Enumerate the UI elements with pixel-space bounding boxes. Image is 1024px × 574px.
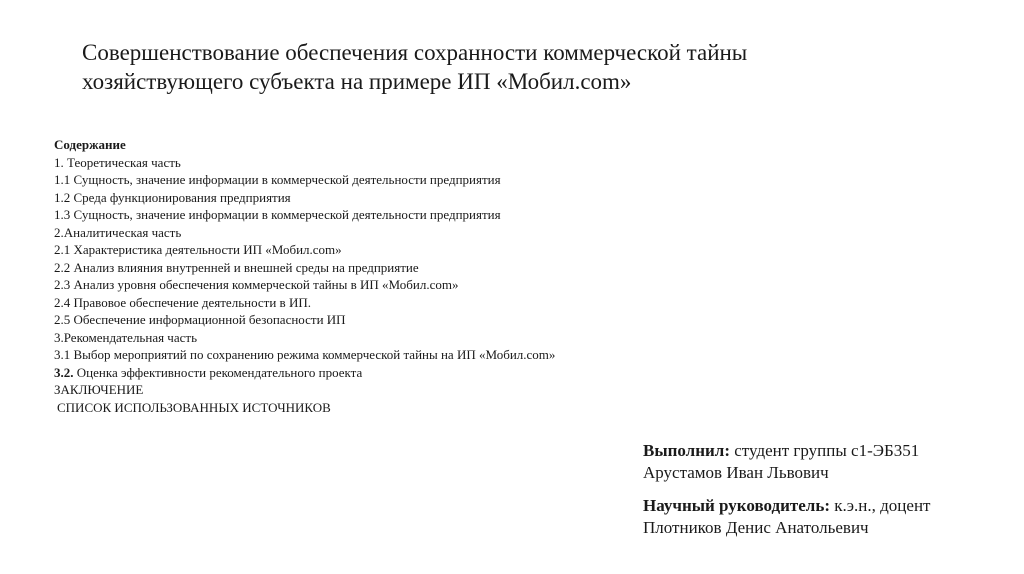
toc-item-text: Анализ уровня обеспечения коммерческой тайны в ИП «Мобил.com» [70, 277, 459, 292]
toc-item [54, 364, 674, 382]
toc-item-number: 1.2 [54, 189, 71, 205]
toc-item-text: Обеспечение информационной безопасности ИП [70, 312, 346, 327]
performer-block [643, 440, 1003, 484]
toc-item-text: Аналитическая часть [63, 224, 182, 240]
toc-item-number: 3. [54, 329, 64, 345]
toc-item-text: Характеристика деятельности ИП «Мобил.com» [70, 242, 342, 257]
toc-item [54, 311, 674, 329]
toc-item-number: 3.1 [54, 347, 71, 362]
toc-item-text: Сущность, значение информации в коммерческой деятельности предприятия [70, 207, 501, 222]
slide-title-line-2: хозяйствующего субъекта на примере ИП «Мобил.com» [82, 69, 632, 94]
slide-title [82, 38, 982, 96]
supervisor-block [643, 495, 1003, 539]
toc-item-text: Выбор мероприятий по сохранению режима коммерческой тайны на ИП «Мобил.com» [70, 347, 556, 362]
toc-item-number: 2. [54, 224, 64, 240]
toc-item [54, 154, 674, 172]
supervisor-label: Научный руководитель: [643, 496, 830, 515]
toc-item-text: Теоретическая часть [63, 154, 181, 170]
toc-references: СПИСОК ИСПОЛЬЗОВАННЫХ ИСТОЧНИКОВ [57, 399, 331, 415]
toc-item-number: 1.3 [54, 207, 71, 222]
supervisor-name: Плотников Денис Анатольевич [643, 518, 869, 537]
toc-item-number: 1. [54, 154, 64, 170]
toc-item-text: Анализ влияния внутренней и внешней среды на предприятие [70, 259, 419, 275]
toc-item [54, 206, 674, 224]
toc-item [54, 189, 674, 207]
toc-item-number: 2.1 [54, 242, 71, 257]
toc-item-number: 1.1 [54, 172, 71, 187]
table-of-contents [54, 136, 674, 416]
toc-item [54, 241, 674, 259]
toc-item-text: Сущность, значение информации в коммерческой деятельности предприятия [70, 172, 501, 187]
toc-heading: Содержание [54, 137, 126, 152]
toc-item [54, 224, 674, 242]
toc-item-text: Среда функционирования предприятия [70, 189, 291, 205]
supervisor-degree: к.э.н., доцент [830, 496, 931, 515]
credits [643, 440, 1003, 550]
toc-item-text: Рекомендательная часть [63, 329, 197, 345]
toc-item [54, 346, 674, 364]
performer-group: студент группы с1-ЭБ351 [730, 441, 920, 460]
performer-name: Арустамов Иван Львович [643, 463, 829, 482]
performer-label: Выполнил: [643, 441, 731, 460]
toc-item-number: 2.4 [54, 294, 71, 310]
toc-item [54, 171, 674, 189]
toc-conclusion: ЗАКЛЮЧЕНИЕ [54, 382, 144, 397]
toc-item-number: 2.5 [54, 312, 71, 327]
toc-item-number: 2.3 [54, 277, 71, 292]
toc-item [54, 329, 674, 347]
slide-title-line-1: Совершенствование обеспечения сохранности коммерческой тайны [82, 40, 748, 65]
toc-item-text: Оценка эффективности рекомендательного проекта [73, 364, 363, 380]
toc-item-number: 3.2. [54, 364, 74, 380]
toc-item-text: Правовое обеспечение деятельности в ИП. [70, 294, 311, 310]
toc-item [54, 294, 674, 312]
toc-item [54, 259, 674, 277]
toc-item-number: 2.2 [54, 259, 71, 275]
toc-item [54, 276, 674, 294]
